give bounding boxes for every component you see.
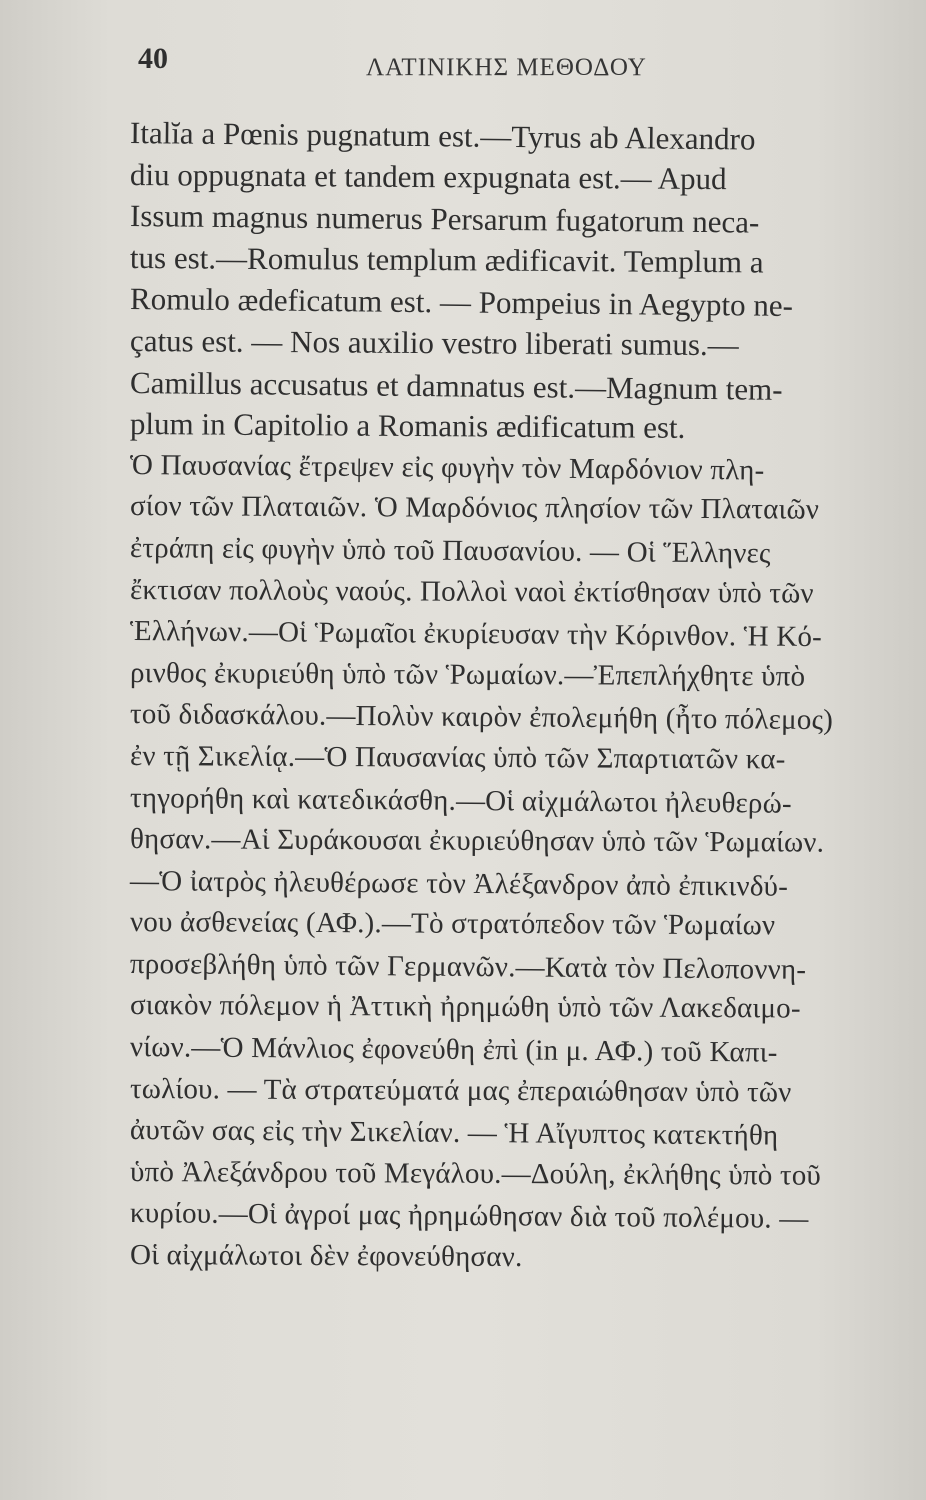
greek-line: τοῦ διδασκάλου.—Πολὺν καιρὸν ἐπολεμήθη (ἦτο πόλεμος) xyxy=(129,698,834,737)
greek-exercise xyxy=(130,445,890,1277)
greek-line: ἐν τῇ Σικελίᾳ.—Ὁ Παυσανίας ὑπὸ τῶν Σπαρτιατῶν κα- xyxy=(129,739,786,776)
greek-line: ρινθος ἐκυριεύθη ὑπὸ τῶν Ῥωμαίων.—Ἐπεπλήχθητε ὑπὸ xyxy=(129,656,806,693)
latin-line: Issum magnus numerus Persarum fugatorum neca- xyxy=(129,198,760,240)
latin-exercise xyxy=(130,112,890,445)
greek-line: νου ἀσθενείας (ΑΦ.).—Τὸ στρατόπεδον τῶν Ῥωμαίων xyxy=(129,906,776,942)
latin-line: Camillus accusatus et damnatus est.—Magnum tem- xyxy=(129,364,783,407)
greek-line: Οἱ αἰχμάλωτοι δὲν ἐφονεύθησαν. xyxy=(129,1239,523,1274)
latin-line: plum in Capitolio a Romanis ædificatum est. xyxy=(129,406,686,446)
latin-line: çatus est. — Nos auxilio vestro liberati sumus.— xyxy=(129,322,739,363)
greek-line: προσεβλήθη ὑπὸ τῶν Γερμανῶν.—Κατὰ τὸν Πελοποννη- xyxy=(129,947,807,986)
greek-line: κυρίου.—Οἱ ἀγροί μας ἠρημώθησαν διὰ τοῦ πολέμου. — xyxy=(129,1197,809,1236)
greek-line: ἐτράπη εἰς φυγὴν ὑπὸ τοῦ Παυσανίου. — Οἱ Ἕλληνες xyxy=(129,531,771,570)
latin-line: tus est.—Romulus templum ædificavit. Templum a xyxy=(129,239,764,280)
greek-line: ἔκτισαν πολλοὺς ναούς. Πολλοὶ ναοὶ ἐκτίσθησαν ὑπὸ τῶν xyxy=(129,573,814,610)
greek-line: ἀυτῶν σας εἰς τὴν Σικελίαν. — Ἡ Αἴγυπτος κατεκτήθη xyxy=(129,1114,779,1152)
page-body xyxy=(130,112,890,1277)
latin-line: Italĭa a Pœnis pugnatum est.—Tyrus ab Alexandro xyxy=(129,115,756,157)
running-title: ΛΑΤΙΝΙΚΗΣ ΜΕΘΟΔΟΥ xyxy=(366,54,647,81)
latin-line: Romulo ædeficatum est. — Pompeius in Aegypto ne- xyxy=(129,281,794,324)
greek-line: σίον τῶν Πλαταιῶν. Ὁ Μαρδόνιος πλησίον τῶν Πλαταιῶν xyxy=(129,490,820,526)
greek-line: τηγορήθη καὶ κατεδικάσθη.—Οἱ αἰχμάλωτοι ἠλευθερώ- xyxy=(129,781,792,820)
greek-line: Ὁ Παυσανίας ἔτρεψεν εἰς φυγὴν τὸν Μαρδόνιον πλη- xyxy=(129,448,765,487)
page-number: 40 xyxy=(138,42,168,75)
greek-line: —Ὁ ἰατρὸς ἠλευθέρωσε τὸν Ἀλέξανδρον ἀπὸ ἐπικινδύ- xyxy=(129,864,789,903)
greek-line: Ἑλλήνων.—Οἱ Ῥωμαῖοι ἐκυρίευσαν τὴν Κόρινθον. Ἡ Κό- xyxy=(129,615,823,654)
greek-line: θησαν.—Αἱ Συράκουσαι ἐκυριεύθησαν ὑπὸ τῶν Ῥωμαίων. xyxy=(129,823,825,859)
greek-line: νίων.—Ὁ Μάνλιος ἐφονεύθη ἐπὶ (in μ. ΑΦ.) τοῦ Καπι- xyxy=(129,1031,778,1069)
greek-line: ὑπὸ Ἀλεξάνδρου τοῦ Μεγάλου.—Δούλη, ἐκλήθης ὑπὸ τοῦ xyxy=(129,1155,822,1192)
latin-line: diu oppugnata et tandem expugnata est.— Apud xyxy=(129,156,727,196)
greek-line: σιακὸν πόλεμον ἡ Ἀττικὴ ἠρημώθη ὑπὸ τῶν Λακεδαιμο- xyxy=(129,989,801,1025)
greek-line: τωλίου. — Τὰ στρατεύματά μας ἐπεραιώθησαν ὑπὸ τῶν xyxy=(129,1072,792,1109)
page-header xyxy=(138,40,878,90)
